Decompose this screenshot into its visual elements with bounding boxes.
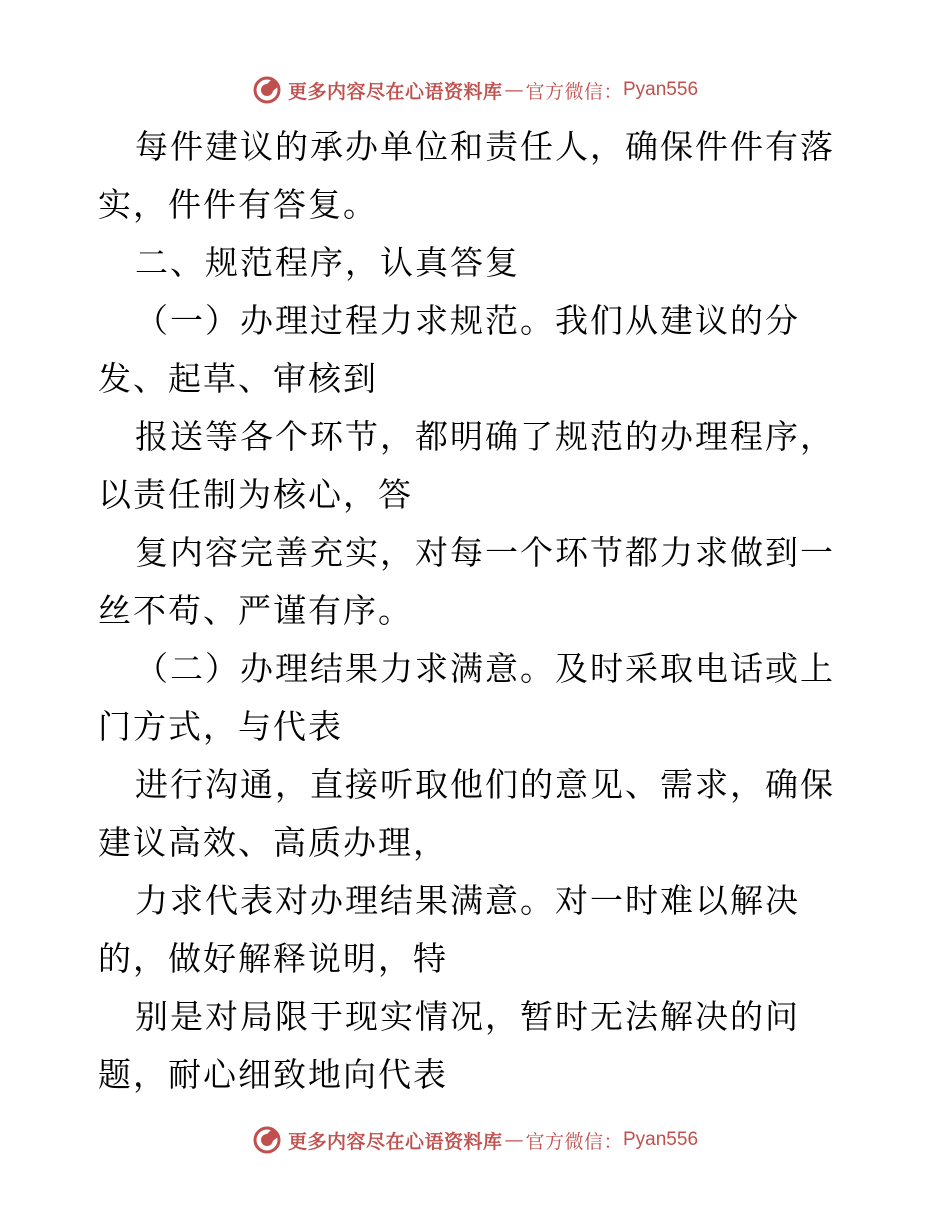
paragraph: （一）办理过程力求规范。我们从建议的分发、起草、审核到 [98,301,800,398]
pen-logo-icon [252,1125,282,1155]
header-watermark [0,72,950,108]
watermark-dash: — [504,1129,524,1151]
pen-logo-icon [252,75,282,105]
paragraph: 每件建议的承办单位和责任人，确保件件有落实，件件有答复。 [98,127,835,224]
document-body [98,118,868,1104]
paragraph: 别是对局限于现实情况，暂时无法解决的问题，耐心细致地向代表 [98,997,800,1094]
section-heading: 二、规范程序，认真答复 [135,243,520,282]
watermark-wechat-label: 官方微信： [525,80,623,103]
watermark-wechat-label: 官方微信： [525,1130,623,1153]
watermark-wechat-id: Pyan556 [623,79,699,100]
paragraph: 力求代表对办理结果满意。对一时难以解决的，做好解释说明，特 [98,881,800,978]
paragraph: 进行沟通，直接听取他们的意见、需求，确保建议高效、高质办理， [98,765,835,862]
paragraph: 复内容完善充实，对每一个环节都力求做到一丝不苟、严谨有序。 [98,533,835,630]
watermark-site-text: 更多内容尽在心语资料库 [287,80,503,103]
watermark-wechat-id: Pyan556 [623,1129,699,1150]
watermark-site-text: 更多内容尽在心语资料库 [287,1130,503,1153]
footer-watermark [0,1122,950,1158]
watermark-dash: — [504,79,524,101]
paragraph: （二）办理结果力求满意。及时采取电话或上门方式，与代表 [98,649,835,746]
paragraph: 报送等各个环节，都明确了规范的办理程序，以责任制为核心，答 [98,417,835,514]
